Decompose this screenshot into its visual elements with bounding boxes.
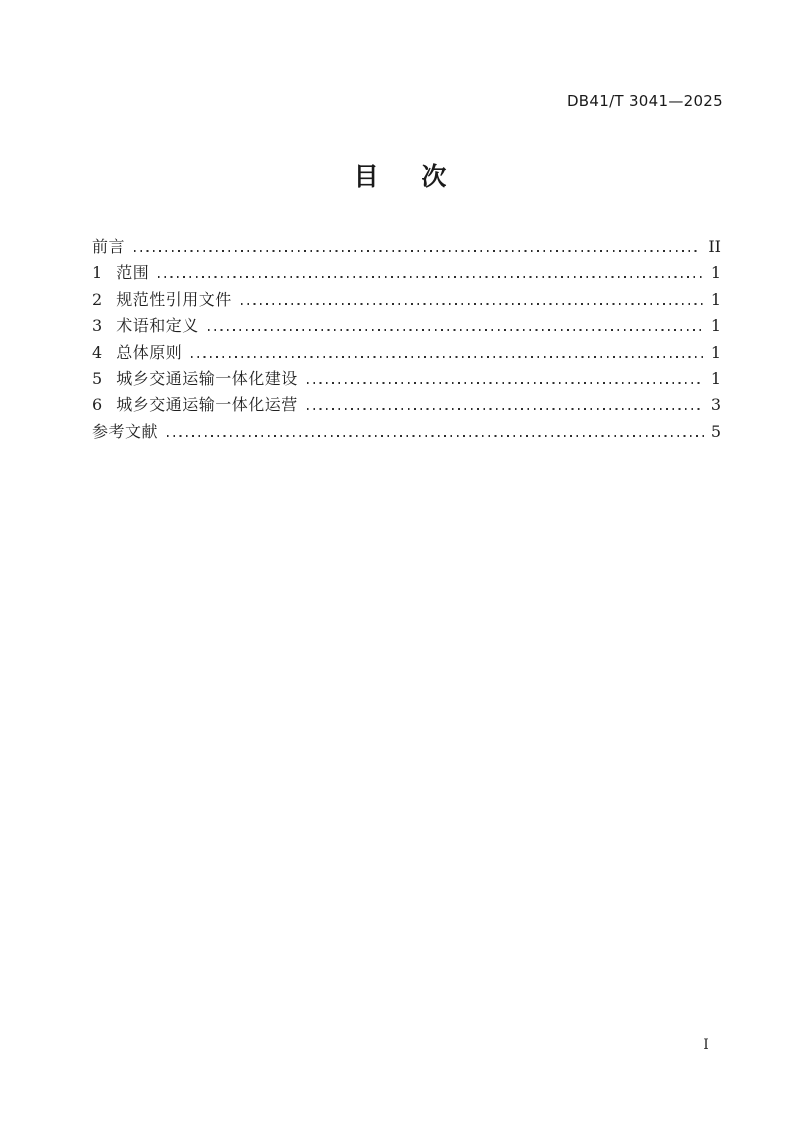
toc-entry: [92, 313, 721, 339]
toc-entry: [92, 260, 721, 286]
toc-entry: [92, 287, 721, 313]
toc-entry-number: 3: [92, 316, 103, 336]
toc-entry: [92, 234, 721, 260]
toc-entry-page: 1: [710, 289, 721, 309]
standard-number: DB41/T 3041—2025: [566, 92, 723, 110]
toc-entry-label: 规范性引用文件: [116, 289, 232, 309]
dot-leader: [208, 329, 704, 331]
toc-entry-page: 3: [710, 395, 721, 415]
toc-entry-page: 5: [710, 421, 721, 441]
toc-entry-label: 术语和定义: [116, 316, 199, 336]
dot-leader: [158, 276, 704, 278]
toc-entry: [92, 419, 721, 445]
toc-entry-page: 1: [710, 263, 721, 283]
toc-entry-page: II: [708, 237, 721, 256]
toc-entry-number: 5: [92, 368, 103, 388]
toc-entry-label: 城乡交通运输一体化运营: [116, 395, 298, 415]
toc-entry-label: 参考文献: [92, 421, 159, 441]
toc-entry-page: 1: [710, 368, 721, 388]
toc-entry-label: 前言: [92, 237, 126, 256]
toc-entry-number: 2: [92, 289, 103, 309]
toc-entry-number: 6: [92, 395, 103, 415]
page-title: 目 次: [353, 162, 447, 191]
dot-leader: [167, 435, 704, 437]
toc-entry-label: 城乡交通运输一体化建设: [116, 368, 298, 388]
dot-leader: [191, 356, 704, 358]
toc-entry-number: 1: [92, 263, 103, 283]
dot-leader: [307, 382, 704, 384]
page-number: I: [703, 1037, 709, 1053]
toc-entry-label: 范围: [116, 263, 150, 283]
toc-entry: [92, 340, 721, 366]
toc-entry: [92, 392, 721, 418]
toc-entry-page: 1: [710, 316, 721, 336]
toc-entry: [92, 366, 721, 392]
dot-leader: [307, 408, 704, 410]
toc-entry-label: 总体原则: [116, 342, 183, 362]
toc-entry-number: 4: [92, 342, 103, 362]
dot-leader: [241, 303, 704, 305]
table-of-contents: [92, 234, 721, 445]
dot-leader: [134, 250, 701, 252]
toc-entry-page: 1: [710, 342, 721, 362]
